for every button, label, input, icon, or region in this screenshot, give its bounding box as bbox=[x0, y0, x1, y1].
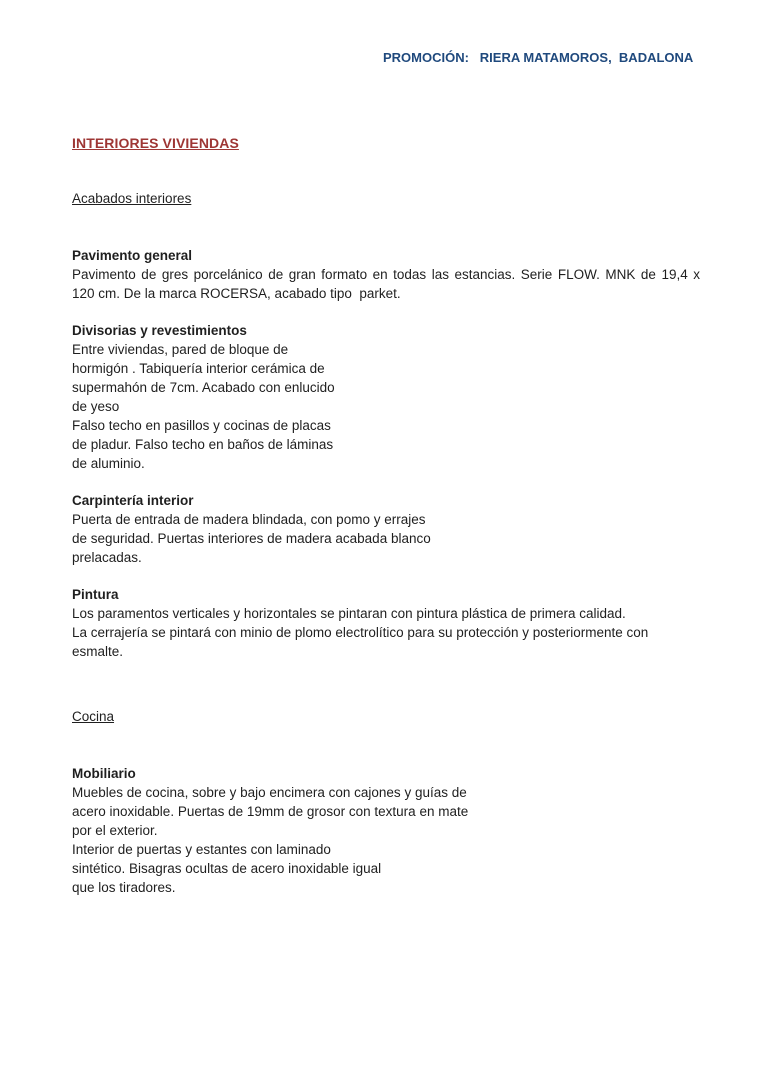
paragraph-line: Muebles de cocina, sobre y bajo encimera con cajones y guías de bbox=[72, 785, 467, 800]
paragraph-line: Falso techo en pasillos y cocinas de placas bbox=[72, 418, 331, 433]
paragraph-line: de yeso bbox=[72, 399, 120, 414]
paragraph-line: que los tiradores. bbox=[72, 880, 176, 895]
paragraph-line: acero inoxidable. Puertas de 19mm de grosor con textura en mate bbox=[72, 804, 469, 819]
block-heading-divisorias: Divisorias y revestimientos bbox=[72, 323, 247, 338]
paragraph-line: Puerta de entrada de madera blindada, con pomo y errajes bbox=[72, 512, 426, 527]
subsection-acabados-interiores: Acabados interiores bbox=[72, 191, 192, 206]
paragraph-line: Interior de puertas y estantes con laminado bbox=[72, 842, 331, 857]
block-heading-carpinteria: Carpintería interior bbox=[72, 493, 194, 508]
paragraph-line: 120 cm. De la marca ROCERSA, acabado tipo parket. bbox=[72, 286, 401, 301]
paragraph-line: esmalte. bbox=[72, 644, 124, 659]
paragraph-line: de pladur. Falso techo en baños de láminas bbox=[72, 437, 334, 452]
subsection-cocina: Cocina bbox=[72, 709, 115, 724]
paragraph-line: de seguridad. Puertas interiores de madera acabada blanco bbox=[72, 531, 431, 546]
paragraph-line: Pavimento de gres porcelánico de gran formato en todas las estancias. Serie FLOW. MNK de 19,4 x bbox=[72, 267, 700, 282]
block-pavimento-general bbox=[72, 246, 703, 303]
block-heading-mobiliario: Mobiliario bbox=[72, 766, 136, 781]
paragraph-line: de aluminio. bbox=[72, 456, 145, 471]
paragraph-line: Entre viviendas, pared de bloque de bbox=[72, 342, 289, 357]
paragraph-line: Los paramentos verticales y horizontales se pintaran con pintura plástica de primera calidad. bbox=[72, 606, 626, 621]
block-divisorias-revestimientos bbox=[72, 321, 703, 473]
paragraph-line: La cerrajería se pintará con minio de plomo electrolítico para su protección y posteriormente con bbox=[72, 625, 649, 640]
paragraph-line: sintético. Bisagras ocultas de acero inoxidable igual bbox=[72, 861, 382, 876]
block-pintura bbox=[72, 585, 703, 661]
section-title-interiores-viviendas: INTERIORES VIVIENDAS bbox=[72, 135, 239, 151]
block-heading-pintura: Pintura bbox=[72, 587, 119, 602]
paragraph-line: prelacadas. bbox=[72, 550, 142, 565]
paragraph-line: por el exterior. bbox=[72, 823, 158, 838]
paragraph-line: hormigón . Tabiquería interior cerámica de bbox=[72, 361, 325, 376]
block-carpinteria-interior bbox=[72, 491, 703, 567]
block-mobiliario bbox=[72, 764, 703, 897]
promotion-header: PROMOCIÓN: RIERA MATAMOROS, BADALONA bbox=[383, 50, 694, 65]
paragraph-line: supermahón de 7cm. Acabado con enlucido bbox=[72, 380, 335, 395]
block-heading-pavimento: Pavimento general bbox=[72, 248, 193, 263]
